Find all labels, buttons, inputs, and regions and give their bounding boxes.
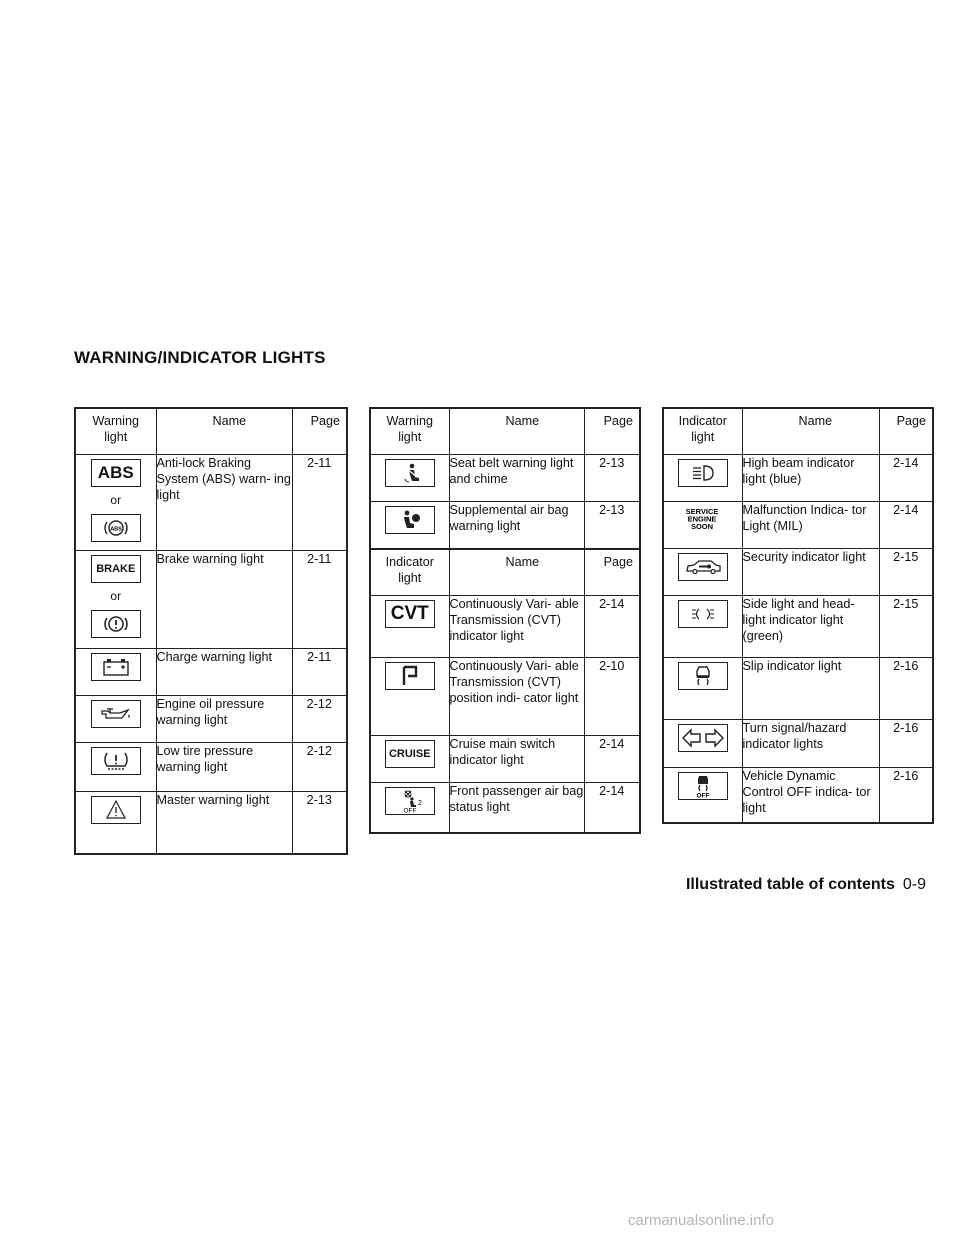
- warning-lights-table: [74, 407, 348, 855]
- park-p-icon: [385, 662, 435, 690]
- light-name: Supplemental air bag warning light: [449, 502, 584, 549]
- airbag-icon: [385, 506, 435, 534]
- table-header: [370, 549, 640, 596]
- section-title: WARNING/INDICATOR LIGHTS: [74, 348, 326, 367]
- column-header-page: Page: [292, 408, 347, 455]
- light-name: Security indicator light: [742, 549, 879, 596]
- light-name: Front passenger air bag status light: [449, 783, 584, 833]
- svg-text:OFF: OFF: [696, 792, 710, 799]
- page-ref: 2-16: [879, 658, 933, 720]
- column-header-name: Name: [449, 549, 584, 596]
- svg-text:SOON: SOON: [690, 522, 713, 531]
- table-row: [370, 455, 640, 502]
- tire-pressure-icon: [91, 747, 141, 775]
- brake-circle-icon: [91, 610, 141, 638]
- table-row: [663, 596, 933, 658]
- light-name: Side light and head- light indicator light (green): [742, 596, 879, 658]
- page-ref: 2-11: [292, 551, 347, 649]
- watermark: carmanualsonline.info: [628, 1212, 774, 1229]
- abs-icon: ABS: [91, 459, 141, 487]
- page-ref: 2-12: [292, 743, 347, 792]
- passenger-airbag-off-icon: [385, 787, 435, 815]
- light-name: High beam indicator light (blue): [742, 455, 879, 502]
- column-header-name: Name: [156, 408, 292, 455]
- security-car-icon: [678, 553, 728, 581]
- master-warning-triangle-icon: [91, 796, 141, 824]
- page-ref: 2-15: [879, 549, 933, 596]
- page-ref: 2-14: [879, 455, 933, 502]
- table-row: [370, 783, 640, 833]
- table-row: [75, 792, 347, 854]
- table-row: [663, 502, 933, 549]
- table-row: [370, 596, 640, 658]
- svg-text:ABS: ABS: [109, 526, 122, 533]
- warning-lights-table-2: [369, 407, 641, 550]
- slip-icon: [678, 662, 728, 690]
- table-header: [370, 408, 640, 455]
- table-row: [370, 736, 640, 783]
- table-row: [75, 696, 347, 743]
- light-name: Malfunction Indica- tor Light (MIL): [742, 502, 879, 549]
- light-name: Cruise main switch indicator light: [449, 736, 584, 783]
- light-name: Vehicle Dynamic Control OFF indica- tor light: [742, 768, 879, 823]
- table-row: [663, 455, 933, 502]
- abs-circle-icon: [91, 514, 141, 542]
- svg-text:SERVICE: SERVICE: [685, 507, 719, 516]
- light-name: Master warning light: [156, 792, 292, 854]
- indicator-lights-table: [369, 548, 641, 834]
- light-name: Charge warning light: [156, 649, 292, 696]
- column-header-light: Indicator light: [663, 408, 742, 455]
- brake-text-icon: BRAKE: [91, 555, 141, 583]
- table-row: [370, 502, 640, 549]
- column-header-page: Page: [584, 549, 640, 596]
- page-ref: 2-13: [292, 792, 347, 854]
- indicator-lights-table-2: [662, 407, 934, 824]
- page-ref: 2-14: [584, 736, 640, 783]
- table-row: [663, 768, 933, 823]
- footer-title: Illustrated table of contents: [685, 876, 895, 893]
- seat-belt-icon: [385, 459, 435, 487]
- page-ref: 2-15: [879, 596, 933, 658]
- service-engine-soon-icon: [678, 506, 728, 534]
- light-name: Brake warning light: [156, 551, 292, 649]
- light-name: Low tire pressure warning light: [156, 743, 292, 792]
- page-ref: 2-14: [879, 502, 933, 549]
- vdc-off-icon: [678, 772, 728, 800]
- table-row: [75, 649, 347, 696]
- column-header-name: Name: [742, 408, 879, 455]
- page-ref: 2-11: [292, 649, 347, 696]
- or-label: or: [110, 589, 122, 603]
- column-header-light: Indicator light: [370, 549, 449, 596]
- svg-text:2: 2: [417, 800, 422, 807]
- page-ref: 2-13: [584, 502, 640, 549]
- oil-can-icon: [91, 700, 141, 728]
- table-row: [663, 549, 933, 596]
- page-ref: 2-10: [584, 658, 640, 736]
- light-name: Continuously Vari- able Transmission (CVT) indicator light: [449, 596, 584, 658]
- light-name: Engine oil pressure warning light: [156, 696, 292, 743]
- high-beam-icon: [678, 459, 728, 487]
- table-row: [75, 743, 347, 792]
- table-row: [663, 658, 933, 720]
- column-header-light: Warning light: [75, 408, 156, 455]
- cvt-icon: CVT: [385, 600, 435, 628]
- table-row: [75, 551, 347, 649]
- page-ref: 2-12: [292, 696, 347, 743]
- column-header-page: Page: [879, 408, 933, 455]
- light-name: Slip indicator light: [742, 658, 879, 720]
- light-name: Turn signal/hazard indicator lights: [742, 720, 879, 768]
- page-footer: [686, 876, 926, 894]
- table-header: [75, 408, 347, 455]
- svg-text:OFF: OFF: [403, 807, 417, 814]
- page-ref: 2-11: [292, 455, 347, 551]
- light-name: Continuously Vari- able Transmission (CVT) position indi- cator light: [449, 658, 584, 736]
- cruise-icon: CRUISE: [385, 740, 435, 768]
- page-ref: 2-16: [879, 768, 933, 823]
- column-header-name: Name: [449, 408, 584, 455]
- light-name: Seat belt warning light and chime: [449, 455, 584, 502]
- footer-page-number: 0-9: [902, 876, 926, 893]
- table-row: [370, 658, 640, 736]
- page-ref: 2-14: [584, 783, 640, 833]
- column-header-page: Page: [584, 408, 640, 455]
- table-row: [663, 720, 933, 768]
- turn-signal-arrows-icon: [678, 724, 728, 752]
- column-header-light: Warning light: [370, 408, 449, 455]
- table-row: [75, 455, 347, 551]
- side-light-headlight-icon: [678, 600, 728, 628]
- table-header: [663, 408, 933, 455]
- page-ref: 2-13: [584, 455, 640, 502]
- page-ref: 2-14: [584, 596, 640, 658]
- light-name: Anti-lock Braking System (ABS) warn- ing light: [156, 455, 292, 551]
- battery-icon: [91, 653, 141, 681]
- page-ref: 2-16: [879, 720, 933, 768]
- or-label: or: [110, 493, 122, 507]
- svg-text:ENGINE: ENGINE: [687, 514, 717, 524]
